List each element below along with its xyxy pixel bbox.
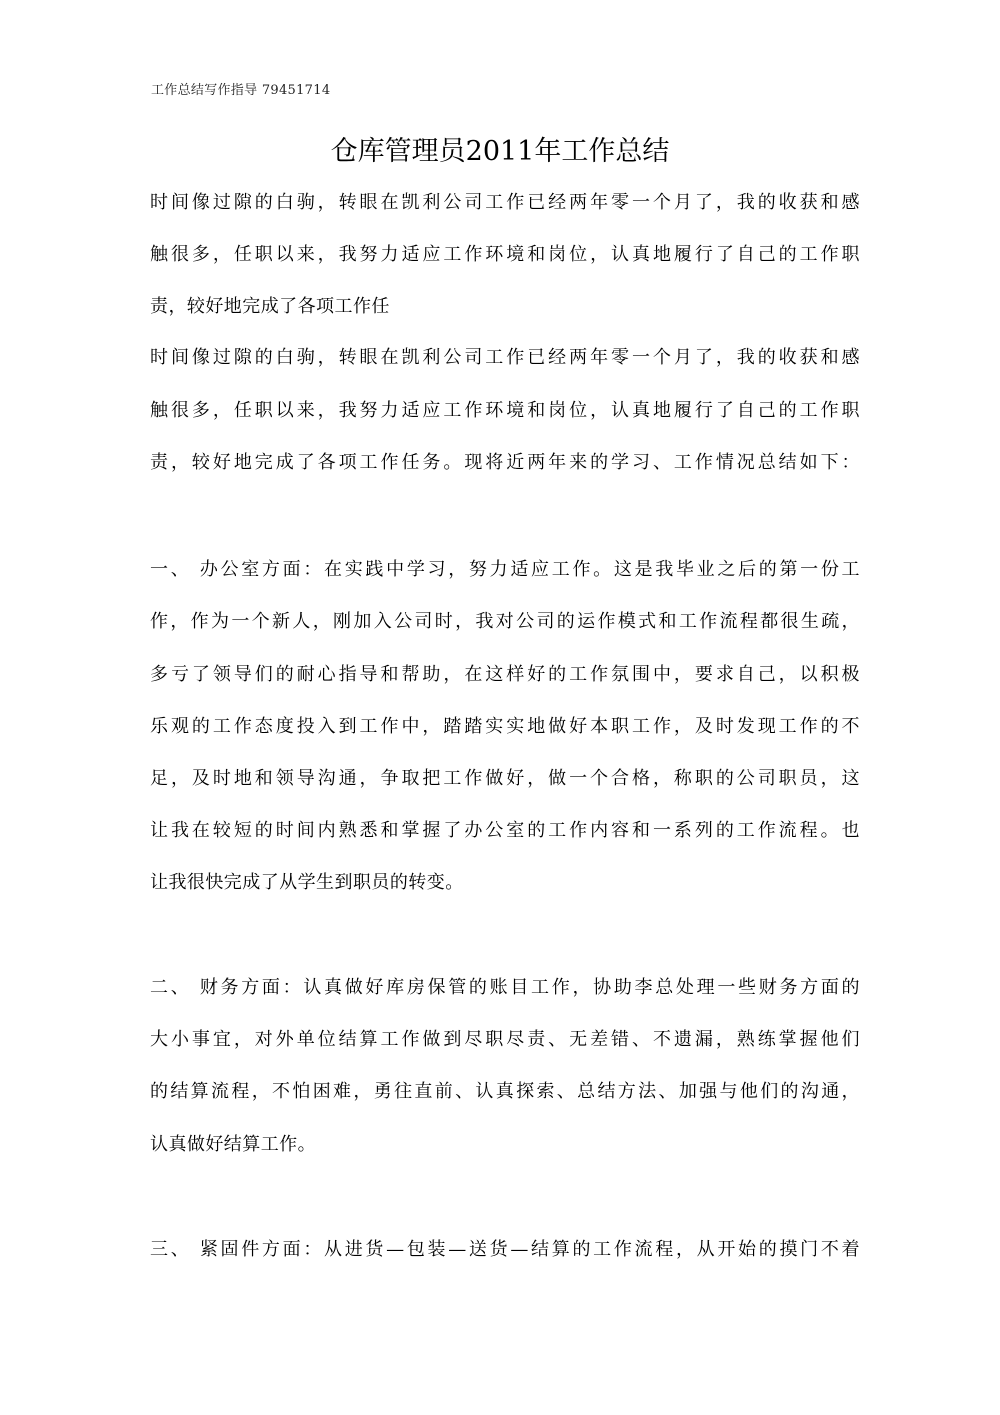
document-title: 仓库管理员2011年工作总结 [330,136,670,167]
paragraph-line: 让我很快完成了从学生到职员的转变。 [150,872,464,893]
paragraph-line: 大小事宜，对外单位结算工作做到尽职尽责、无差错、不遗漏，熟练掌握他们 [150,1029,860,1050]
paragraph-line: 乐观的工作态度投入到工作中，踏踏实实地做好本职工作，及时发现工作的不 [150,716,860,737]
paragraph-line: 一、 办公室方面：在实践中学习，努力适应工作。这是我毕业之后的第一份工 [150,559,860,580]
paragraph-line: 的结算流程，不怕困难，勇往直前、认真探索、总结方法、加强与他们的沟通， [150,1081,860,1102]
paragraph-line: 多亏了领导们的耐心指导和帮助，在这样好的工作氛围中，要求自己，以积极 [150,664,860,685]
paragraph-line: 触很多，任职以来，我努力适应工作环境和岗位，认真地履行了自己的工作职 [150,400,860,421]
paragraph-line: 让我在较短的时间内熟悉和掌握了办公室的工作内容和一系列的工作流程。也 [150,820,860,841]
paragraph-line: 时间像过隙的白驹，转眼在凯利公司工作已经两年零一个月了，我的收获和感 [150,192,860,213]
paragraph-line: 责，较好地完成了各项工作任 [150,296,390,317]
paragraph-line: 足，及时地和领导沟通，争取把工作做好，做一个合格，称职的公司职员，这 [150,768,860,789]
paragraph-line: 二、 财务方面：认真做好库房保管的账目工作，协助李总处理一些财务方面的 [150,977,860,998]
paragraph-line: 三、 紧固件方面：从进货—包装—送货—结算的工作流程，从开始的摸门不着 [150,1239,860,1260]
paragraph-line: 作，作为一个新人，刚加入公司时，我对公司的运作模式和工作流程都很生疏， [150,611,860,632]
document-header-note: 工作总结写作指导 79451714 [151,83,331,98]
paragraph-line: 责，较好地完成了各项工作任务。现将近两年来的学习、工作情况总结如下： [150,452,860,473]
paragraph-line: 认真做好结算工作。 [150,1134,317,1155]
paragraph-line: 触很多，任职以来，我努力适应工作环境和岗位，认真地履行了自己的工作职 [150,244,860,265]
paragraph-line: 时间像过隙的白驹，转眼在凯利公司工作已经两年零一个月了，我的收获和感 [150,347,860,368]
